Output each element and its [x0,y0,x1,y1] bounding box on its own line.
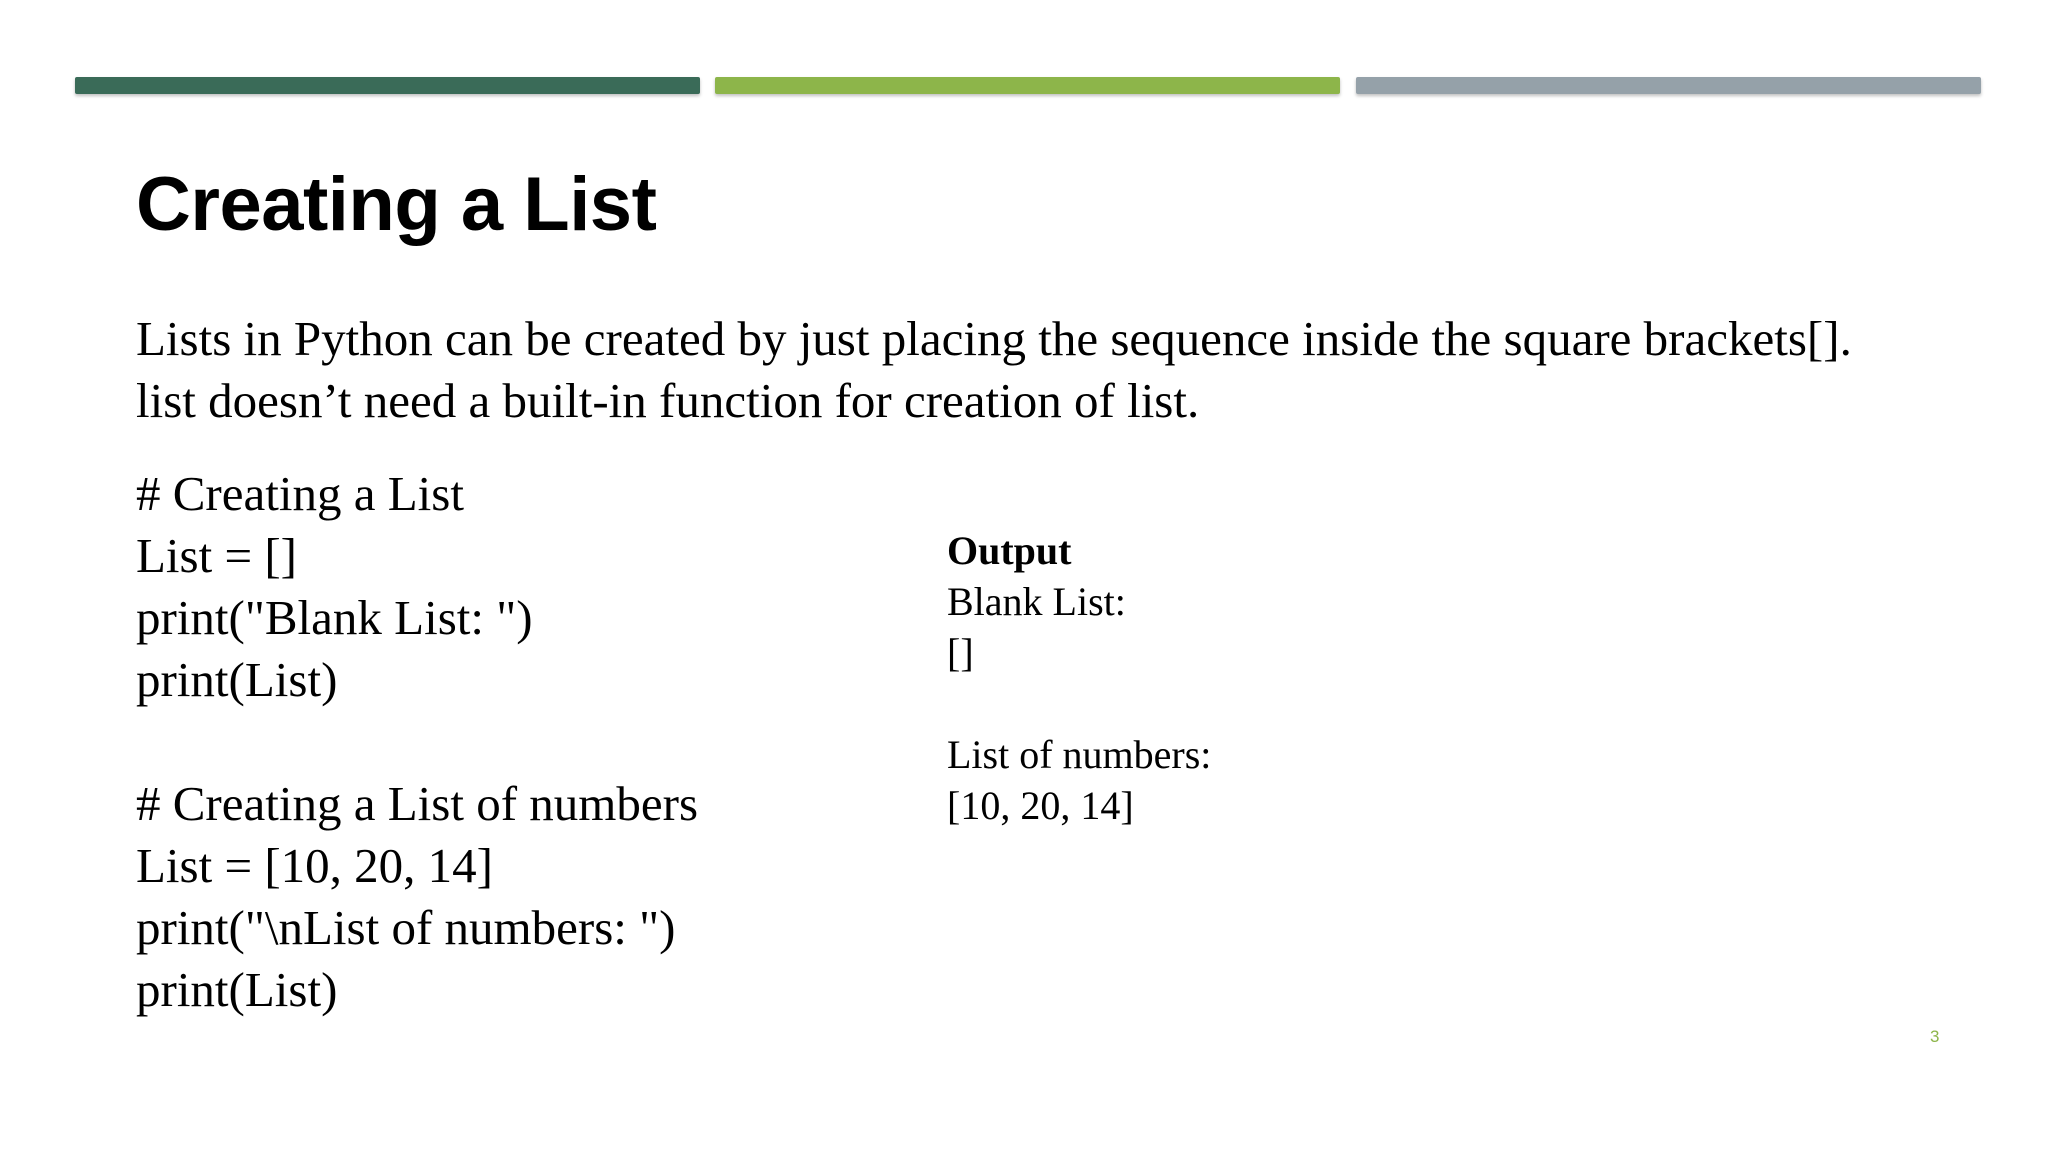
code-line: print(List) [136,652,338,707]
output-line-blank [947,678,1211,729]
code-line: # Creating a List of numbers [136,776,699,831]
intro-paragraph [136,308,2016,432]
output-heading: Output [947,528,1072,573]
accent-bar-gray [1356,77,1981,94]
output-line: [10, 20, 14] [947,783,1134,828]
output-line: List of numbers: [947,732,1212,777]
code-line-blank [136,711,698,773]
code-line: List = [] [136,528,297,583]
accent-bar-dark-green [75,77,700,94]
output-block [947,525,1211,831]
intro-line: Lists in Python can be created by just placing the sequence inside the square brackets[]. [136,311,1852,366]
page-number: 3 [1930,1027,1940,1046]
code-line: List = [10, 20, 14] [136,838,493,893]
accent-bar-light-green [715,77,1340,94]
code-line: print("Blank List: ") [136,590,533,645]
code-line: # Creating a List [136,466,464,521]
output-line: Blank List: [947,579,1126,624]
output-line: [] [947,630,974,675]
code-line: print("\nList of numbers: ") [136,900,676,955]
intro-line: list doesn’t need a built-in function for creation of list. [136,373,1200,428]
code-example [136,463,698,1021]
code-line: print(List) [136,962,338,1017]
slide-title: Creating a List [136,162,657,247]
